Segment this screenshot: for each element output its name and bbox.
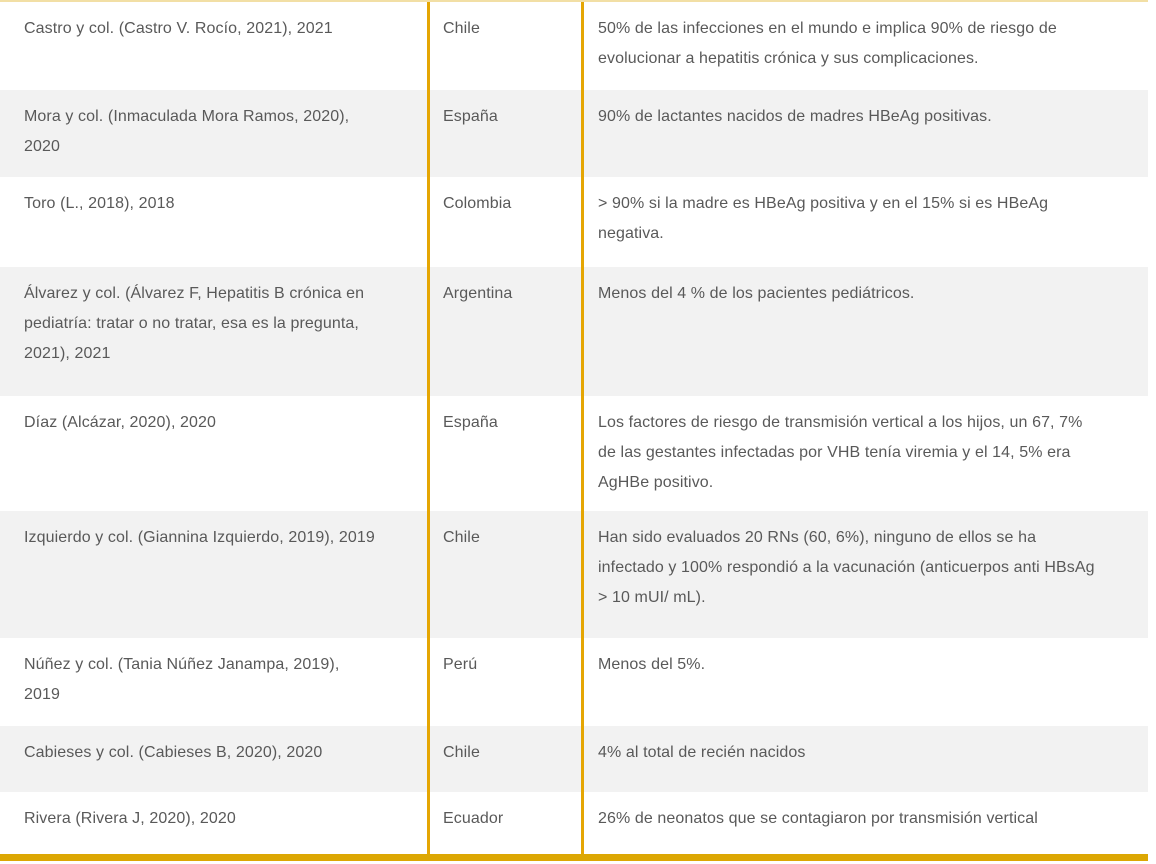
finding-cell [581, 90, 1148, 177]
finding-cell [581, 792, 1148, 854]
table-row [0, 267, 1148, 396]
table-row [0, 90, 1148, 177]
finding-cell [581, 2, 1148, 90]
finding-text: Menos del 4 % de los pacientes pediátricos. [598, 285, 915, 302]
finding-text: Los factores de riesgo de transmisión vertical a los hijos, un 67, 7% de las gestantes infectadas por VHB tenía viremia y el 14, 5% era AgHBe positivo. [598, 414, 1083, 491]
study-cell [0, 2, 427, 90]
table-row [0, 177, 1148, 267]
study-citation: Núñez y col. (Tania Núñez Janampa, 2019), 2019 [24, 656, 340, 703]
country-cell [427, 2, 581, 90]
country-cell [427, 511, 581, 638]
study-citation: Álvarez y col. (Álvarez F, Hepatitis B crónica en pediatría: tratar o no tratar, esa es la pregunta, 2021), 2021 [24, 285, 365, 362]
finding-text: Han sido evaluados 20 RNs (60, 6%), ninguno de ellos se ha infectado y 100% respondió a la vacunación (anticuerpos anti HBsAg > 10 mUI/ mL). [598, 529, 1095, 606]
country-label: Chile [443, 20, 480, 37]
country-label: Chile [443, 744, 480, 761]
study-cell [0, 792, 427, 854]
study-citation: Rivera (Rivera J, 2020), 2020 [24, 810, 236, 827]
study-citation: Toro (L., 2018), 2018 [24, 195, 175, 212]
country-label: Chile [443, 529, 480, 546]
country-cell [427, 638, 581, 726]
country-label: Colombia [443, 195, 512, 212]
finding-cell [581, 177, 1148, 267]
study-cell [0, 396, 427, 511]
table-row [0, 792, 1148, 854]
country-cell [427, 90, 581, 177]
finding-cell [581, 396, 1148, 511]
table-row [0, 2, 1148, 90]
finding-text: Menos del 5%. [598, 656, 706, 673]
finding-text: 4% al total de recién nacidos [598, 744, 806, 761]
study-cell [0, 638, 427, 726]
finding-text: 26% de neonatos que se contagiaron por transmisión vertical [598, 810, 1038, 827]
table-row [0, 638, 1148, 726]
study-cell [0, 177, 427, 267]
country-cell [427, 792, 581, 854]
study-citation: Cabieses y col. (Cabieses B, 2020), 2020 [24, 744, 323, 761]
country-label: España [443, 414, 498, 431]
study-cell [0, 511, 427, 638]
country-label: Ecuador [443, 810, 504, 827]
study-cell [0, 90, 427, 177]
country-cell [427, 267, 581, 396]
finding-text: > 90% si la madre es HBeAg positiva y en el 15% si es HBeAg negativa. [598, 195, 1049, 242]
study-cell [0, 726, 427, 792]
finding-text: 50% de las infecciones en el mundo e implica 90% de riesgo de evolucionar a hepatitis crónica y sus complicaciones. [598, 20, 1057, 67]
country-label: España [443, 108, 498, 125]
country-label: Argentina [443, 285, 513, 302]
table-row [0, 726, 1148, 792]
finding-cell [581, 726, 1148, 792]
table-row [0, 396, 1148, 511]
table-row [0, 511, 1148, 638]
country-cell [427, 177, 581, 267]
study-citation: Díaz (Alcázar, 2020), 2020 [24, 414, 217, 431]
study-cell [0, 267, 427, 396]
country-cell [427, 396, 581, 511]
finding-text: 90% de lactantes nacidos de madres HBeAg positivas. [598, 108, 992, 125]
finding-cell [581, 511, 1148, 638]
table-bottom-border [0, 854, 1148, 861]
country-cell [427, 726, 581, 792]
study-citation: Izquierdo y col. (Giannina Izquierdo, 2019), 2019 [24, 529, 375, 546]
study-citation: Castro y col. (Castro V. Rocío, 2021), 2021 [24, 20, 333, 37]
study-citation: Mora y col. (Inmaculada Mora Ramos, 2020), 2020 [24, 108, 350, 155]
finding-cell [581, 638, 1148, 726]
country-label: Perú [443, 656, 478, 673]
finding-cell [581, 267, 1148, 396]
